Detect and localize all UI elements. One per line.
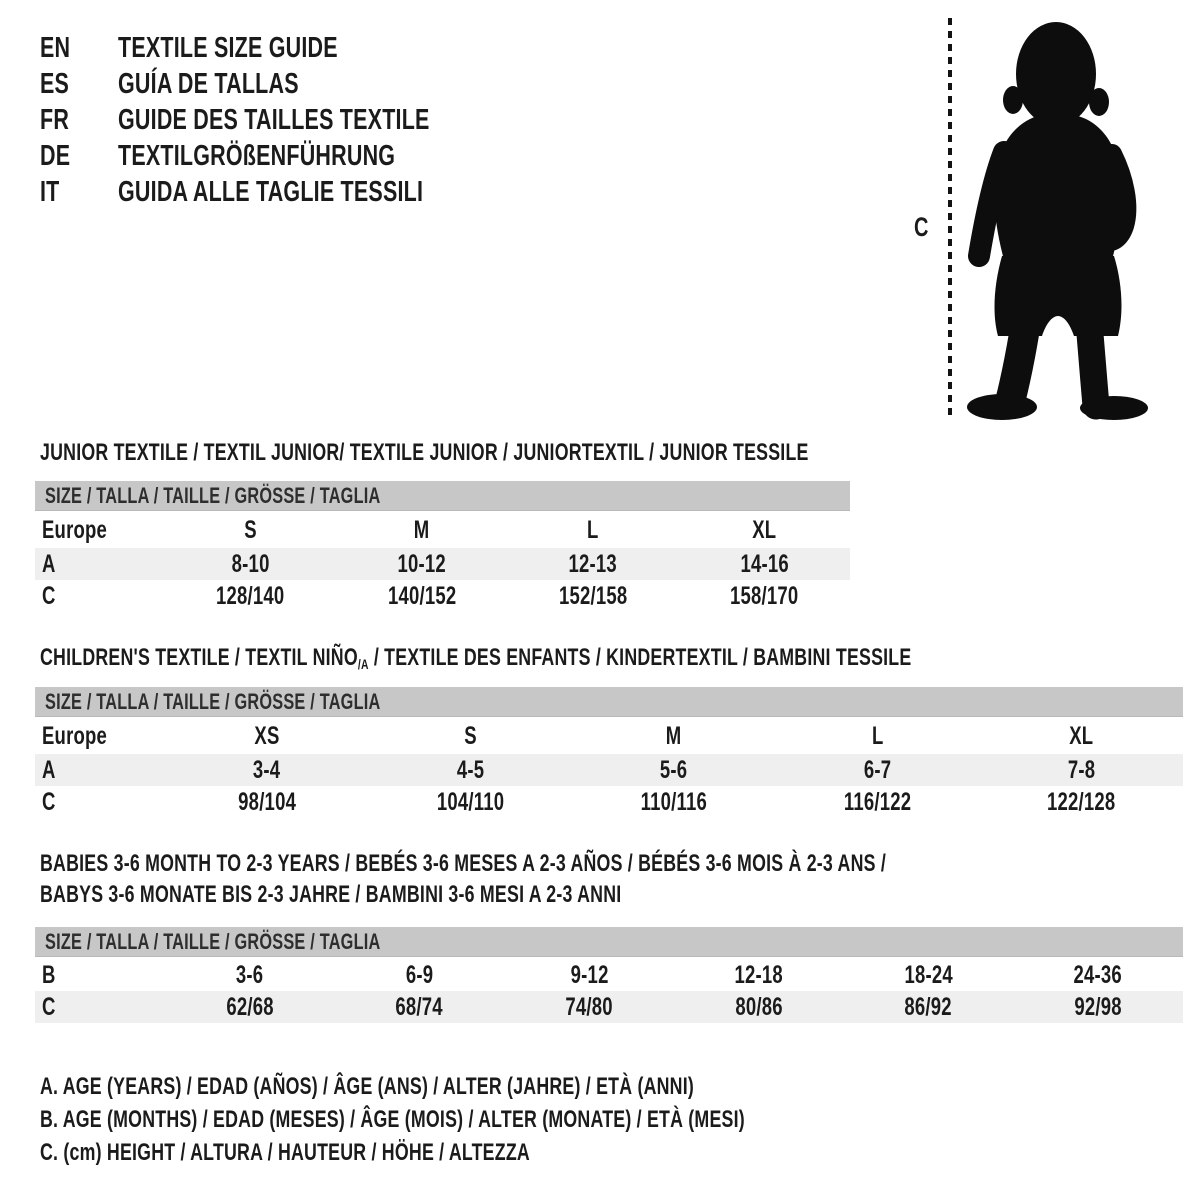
guide-title-it: GUIDA ALLE TAGLIE TESSILI [118, 175, 424, 208]
height-measure-dashed-line [948, 18, 952, 416]
height-cell: 80/86 [735, 992, 783, 1021]
table-row-age [35, 548, 850, 580]
age-cell: 6-7 [863, 755, 892, 784]
height-cell: 92/98 [1074, 992, 1122, 1021]
toddler-silhouette-svg [966, 16, 1150, 420]
children-title-rest: / TEXTILE DES ENFANTS / KINDERTEXTIL / BAMBINI TESSILE [368, 644, 912, 671]
height-cell: 74/80 [565, 992, 613, 1021]
children-size-table [35, 687, 1183, 818]
row-label: C [42, 787, 56, 816]
size-cell: L [587, 516, 599, 544]
size-cell: M [414, 516, 430, 544]
height-cell: 116/122 [843, 787, 912, 816]
babies-section-title-line2: BABYS 3-6 MONATE BIS 2-3 JAHRE / BAMBINI 3-6 MESI A 2-3 ANNI [40, 881, 622, 908]
babies-size-table [35, 927, 1183, 1023]
table-row-europe [35, 719, 1183, 754]
legend-line-b: B. AGE (MONTHS) / EDAD (MESES) / ÂGE (MOIS) / ALTER (MONATE) / ETÀ (MESI) [40, 1105, 745, 1133]
language-code: ES [40, 67, 70, 100]
age-cell: 5-6 [660, 755, 688, 784]
language-row-fr [40, 102, 539, 138]
babies-section-title-line1: BABIES 3-6 MONTH TO 2-3 YEARS / BEBÉS 3-6 MESES A 2-3 AÑOS / BÉBÉS 3-6 MOIS À 2-3 ANS / [40, 850, 887, 877]
junior-size-table [35, 481, 850, 612]
table-row-age [35, 754, 1183, 786]
age-cell: 3-4 [253, 755, 281, 784]
guide-title-fr: GUIDE DES TAILLES TEXTILE [118, 103, 430, 136]
row-label: Europe [42, 516, 108, 544]
size-cell: XS [254, 722, 280, 750]
legend-line-a: A. AGE (YEARS) / EDAD (AÑOS) / ÂGE (ANS) / ALTER (JAHRE) / ETÀ (ANNI) [40, 1072, 695, 1100]
age-cell: 12-18 [734, 960, 784, 989]
size-cell: M [666, 722, 682, 750]
size-cell: S [244, 516, 257, 544]
age-cell: 10-12 [397, 549, 447, 578]
children-section-title [40, 642, 911, 680]
row-label: C [42, 581, 56, 610]
height-measure-letter: C [914, 212, 929, 242]
guide-title-en: TEXTILE SIZE GUIDE [118, 31, 338, 64]
age-cell: 9-12 [570, 960, 609, 989]
language-row-de [40, 138, 539, 174]
height-cell: 158/170 [730, 581, 799, 610]
age-cell: 4-5 [456, 755, 485, 784]
age-cell: 12-13 [568, 549, 618, 578]
height-cell: 122/128 [1046, 787, 1116, 816]
age-cell: 6-9 [405, 960, 434, 989]
guide-title-es: GUÍA DE TALLAS [118, 67, 299, 100]
legend-line-c: C. (cm) HEIGHT / ALTURA / HAUTEUR / HÖHE / ALTEZZA [40, 1138, 530, 1166]
size-cell: L [871, 722, 884, 750]
language-code: DE [40, 139, 71, 172]
height-cell: 86/92 [904, 992, 953, 1021]
table-row-height [35, 786, 1183, 818]
children-title-text: CHILDREN'S TEXTILE / TEXTIL NIÑO [40, 644, 358, 671]
row-label: A [42, 549, 56, 578]
table-row-europe [35, 513, 850, 548]
height-cell: 68/74 [395, 992, 444, 1021]
height-cell: 104/110 [436, 787, 505, 816]
toddler-silhouette-icon [966, 16, 1150, 420]
age-cell: 24-36 [1073, 960, 1123, 989]
size-cell: XL [752, 516, 777, 544]
size-cell: XL [1069, 722, 1094, 750]
size-header: SIZE / TALLA / TAILLE / GRÖSSE / TAGLIA [45, 688, 381, 714]
language-title-block [40, 30, 539, 210]
row-label: Europe [42, 722, 108, 750]
measure-legend [40, 1070, 993, 1169]
guide-title-de: TEXTILGRÖßENFÜHRUNG [118, 139, 396, 172]
row-label: C [42, 992, 56, 1021]
language-row-en [40, 30, 539, 66]
language-code: FR [40, 103, 70, 136]
language-row-it [40, 174, 539, 210]
height-cell: 152/158 [558, 581, 628, 610]
height-cell: 128/140 [216, 581, 285, 610]
table-row-age-months [35, 959, 1183, 991]
row-label: B [42, 960, 56, 989]
table-row-height [35, 991, 1183, 1023]
age-cell: 7-8 [1067, 755, 1095, 784]
row-label: A [42, 755, 56, 784]
size-header: SIZE / TALLA / TAILLE / GRÖSSE / TAGLIA [45, 482, 381, 508]
height-cell: 98/104 [237, 787, 296, 816]
age-cell: 18-24 [904, 960, 953, 989]
size-cell: S [464, 722, 477, 750]
age-cell: 14-16 [740, 549, 789, 578]
size-header: SIZE / TALLA / TAILLE / GRÖSSE / TAGLIA [45, 928, 381, 954]
language-code: IT [40, 175, 60, 208]
height-cell: 62/68 [226, 992, 274, 1021]
language-code: EN [40, 31, 71, 64]
age-cell: 8-10 [231, 549, 270, 578]
height-cell: 110/116 [640, 787, 708, 816]
table-row-height [35, 580, 850, 612]
language-row-es [40, 66, 539, 102]
junior-section-title: JUNIOR TEXTILE / TEXTIL JUNIOR/ TEXTILE JUNIOR / JUNIORTEXTIL / JUNIOR TESSILE [40, 439, 809, 466]
children-title-sub: /A [357, 656, 369, 672]
height-cell: 140/152 [387, 581, 457, 610]
age-cell: 3-6 [236, 960, 264, 989]
